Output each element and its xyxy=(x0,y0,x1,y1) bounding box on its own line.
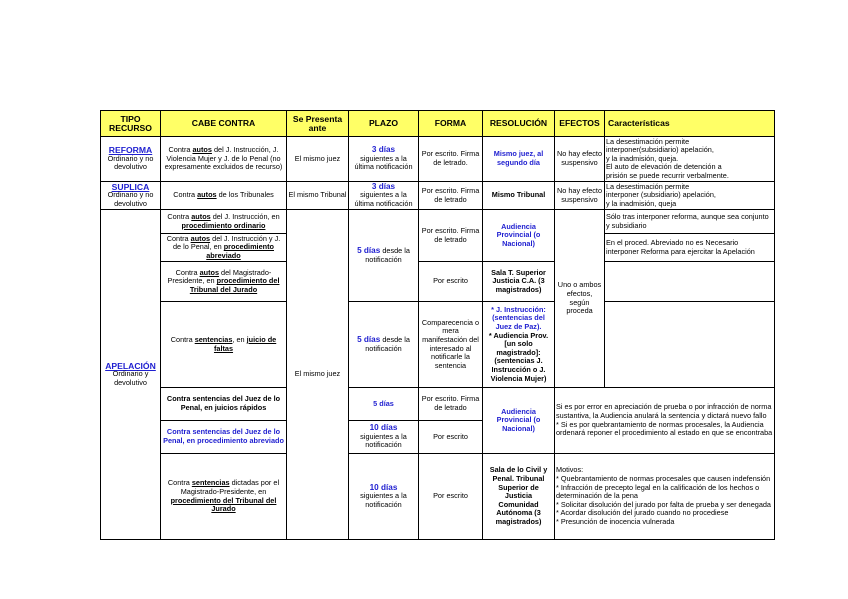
header-caracteristicas: Características xyxy=(605,111,775,137)
apelacion-carac-b: En el proced. Abreviado no es Necesario interponer Reforma para ejercitar la Apelación xyxy=(605,234,775,262)
suplica-carac-2: y la inadmisión, queja xyxy=(606,198,677,208)
suplica-cabe-pre: Contra xyxy=(173,190,198,200)
apelacion-carac-7-4: * Acordar disolución del jurado cuando no procediese xyxy=(556,508,729,518)
apelacion-forma-6: Por escrito xyxy=(419,421,483,454)
apelacion-carac-7-5: * Presunción de inocencia vulnerada xyxy=(556,516,675,526)
apelacion-c7-u2: procedimiento del Tribunal del Jurado xyxy=(170,495,277,514)
suplica-name: SUPLICA xyxy=(111,181,150,192)
apelacion-forma-c: Por escrito xyxy=(419,262,483,302)
apelacion-c7-pre: Contra xyxy=(167,478,192,488)
apelacion-c1-u2: procedimiento ordinario xyxy=(181,220,266,230)
apelacion-resolucion-7: Sala de lo Civil y Penal. Tribunal Superior de Justicia Comunidad Autónoma (3 magistrados) xyxy=(483,454,555,540)
recursos-table xyxy=(100,110,775,540)
reforma-cabe-u: autos xyxy=(192,145,212,155)
reforma-plazo xyxy=(349,137,419,182)
reforma-forma: Por escrito. Firma de letrado. xyxy=(419,137,483,182)
reforma-type: Ordinario y no devolutivo xyxy=(107,153,154,172)
reforma-presenta: El mismo juez xyxy=(287,137,349,182)
suplica-efectos: No hay efecto suspensivo xyxy=(555,182,605,210)
apelacion-cabe-2 xyxy=(161,234,287,262)
apelacion-resolucion-4 xyxy=(483,302,555,388)
reforma-carac-2: y la inadmisión, queja. xyxy=(606,153,679,163)
apelacion-forma-a: Por escrito. Firma de letrado xyxy=(419,210,483,262)
apelacion-c2-pre: Contra xyxy=(166,233,191,243)
apelacion-c3-u: autos xyxy=(199,267,220,277)
header-tipo: TIPO RECURSO xyxy=(101,111,161,137)
reforma-caracteristicas xyxy=(605,137,775,182)
reforma-carac-4: prisión se puede recurrir verbalmente. xyxy=(606,170,729,180)
apelacion-c2-mid: del J. Instrucción y J. de lo Penal, en xyxy=(173,233,281,252)
apelacion-name: APELACIÓN xyxy=(105,360,156,371)
suplica-carac-0: La desestimación permite xyxy=(606,181,690,191)
table-row-suplica xyxy=(101,182,775,210)
apelacion-carac-c xyxy=(605,262,775,302)
apelacion-c1-pre: Contra xyxy=(167,211,192,221)
apelacion-c1-u: autos xyxy=(191,211,211,221)
reforma-cabe-pre: Contra xyxy=(168,145,193,155)
apelacion-res-4b: * Audiencia Prov. [un solo magistrado]: (sentencias J. Instrucción o J. Violencia Mujer) xyxy=(488,330,549,383)
suplica-presenta: El mismo Tribunal xyxy=(287,182,349,210)
header-efectos: EFECTOS xyxy=(555,111,605,137)
reforma-resolucion: Mismo juez, al segundo día xyxy=(483,137,555,182)
apelacion-c7-u: sentencias xyxy=(191,478,230,488)
apelacion-plazo-6-days: 10 días xyxy=(369,423,398,433)
reforma-carac-1: interponer(subsidiario) apelación, xyxy=(606,145,714,155)
suplica-plazo-days: 3 días xyxy=(371,181,396,191)
apelacion-carac-5 xyxy=(555,388,775,454)
apelacion-carac-5-1: * Si es por quebrantamiento de normas procesales, la Audiencia ordenará reponer el procedimiento al estado en que se encontraba xyxy=(556,419,773,438)
reforma-cabe xyxy=(161,137,287,182)
suplica-caracteristicas xyxy=(605,182,775,210)
apelacion-c4-u2: juicio de faltas xyxy=(213,334,277,353)
apelacion-c4-u: sentencias xyxy=(194,334,233,344)
apelacion-plazo-7-days: 10 días xyxy=(369,482,398,492)
apelacion-c2-u: autos xyxy=(190,233,211,243)
reforma-plazo-days: 3 días xyxy=(371,145,396,155)
apelacion-carac-7-2: * Infracción de precepto legal en la calificación de los hechos o determinación de la pena xyxy=(556,482,760,501)
apelacion-forma-4: Comparecencia o mera manifestación del interesado al notificarle la sentencia xyxy=(419,302,483,388)
apelacion-c3-u2: procedimiento del Tribunal del Jurado xyxy=(189,276,280,294)
reforma-cabe-post: del J. Instrucción, J. Violencia Mujer y J. de lo Penal (no expresamente excluidos de recurso) xyxy=(164,145,283,172)
suplica-type: Ordinario y no devolutivo xyxy=(107,190,154,208)
apelacion-resolucion-c: Sala T. Superior Justicia C.A. (3 magistrados) xyxy=(483,262,555,302)
table-row-apelacion-3 xyxy=(101,262,775,302)
table-row-apelacion-4 xyxy=(101,302,775,388)
apelacion-plazo-a-rest: desde la notificación xyxy=(365,245,410,264)
apelacion-cabe-3 xyxy=(161,262,287,302)
apelacion-c3-mid: del Magistrado-Presidente, en xyxy=(167,267,272,286)
suplica-cabe xyxy=(161,182,287,210)
table-row-apelacion-5 xyxy=(101,388,775,421)
header-row xyxy=(101,111,775,137)
apelacion-carac-a: Sólo tras interponer reforma, aunque sea conjunto y subsidiario xyxy=(605,210,775,234)
suplica-plazo-rest: siguientes a la última notificación xyxy=(354,190,413,208)
apelacion-forma-7: Por escrito xyxy=(419,454,483,540)
apelacion-cabe-6: Contra sentencias del Juez de lo Penal, en procedimiento abreviado xyxy=(161,421,287,454)
apelacion-c4-pre: Contra xyxy=(170,334,195,344)
reforma-tipo xyxy=(101,137,161,182)
apelacion-carac-5-0: Si es por error en apreciación de prueba o por infracción de norma sustantiva, la Audiencia anulará la sentencia y dictará nuevo fallo xyxy=(556,402,772,420)
apelacion-carac-7-3: * Solicitar disolución del jurado por falta de prueba y ser denegada xyxy=(556,499,771,509)
apelacion-plazo-4-days: 5 días xyxy=(357,334,381,344)
apelacion-carac-7 xyxy=(555,454,775,540)
table-row-apelacion-1 xyxy=(101,210,775,234)
apelacion-plazo-7 xyxy=(349,454,419,540)
apelacion-resolucion-5: Audiencia Provincial (o Nacional) xyxy=(483,388,555,454)
apelacion-c7-mid: dictadas por el Magistrado-Presidente, en xyxy=(180,478,280,496)
suplica-tipo xyxy=(101,182,161,210)
header-resolucion: RESOLUCIÓN xyxy=(483,111,555,137)
apelacion-plazo-4 xyxy=(349,302,419,388)
apelacion-plazo-7-rest: siguientes a la notificación xyxy=(360,491,407,509)
apelacion-presenta: El mismo juez xyxy=(287,210,349,540)
apelacion-plazo-a-days: 5 días xyxy=(357,245,381,255)
table-row-reforma xyxy=(101,137,775,182)
apelacion-efectos: Uno o ambos efectos, según proceda xyxy=(555,210,605,388)
apelacion-carac-7-0: Motivos: xyxy=(556,465,584,475)
apelacion-c1-mid: del J. Instrucción, en xyxy=(210,211,280,221)
apelacion-plazo-5: 5 días xyxy=(349,388,419,421)
reforma-name: REFORMA xyxy=(108,145,153,156)
header-plazo: PLAZO xyxy=(349,111,419,137)
suplica-cabe-u: autos xyxy=(197,190,217,200)
apelacion-c2-u2: procedimiento abreviado xyxy=(206,242,274,260)
apelacion-res-4a: * J. Instrucción: (sentencias del Juez de Paz). xyxy=(491,304,546,332)
apelacion-forma-5: Por escrito. Firma de letrado xyxy=(419,388,483,421)
apelacion-resolucion-a: Audiencia Provincial (o Nacional) xyxy=(483,210,555,262)
apelacion-plazo-6 xyxy=(349,421,419,454)
header-cabe: CABE CONTRA xyxy=(161,111,287,137)
suplica-carac-1: interponer (subsidiario) apelación, xyxy=(606,190,716,200)
reforma-carac-0: La desestimación permite xyxy=(606,136,690,146)
table-row-apelacion-7 xyxy=(101,454,775,540)
apelacion-cabe-5: Contra sentencias del Juez de lo Penal, en juicios rápidos xyxy=(161,388,287,421)
apelacion-type: Ordinario y devolutivo xyxy=(112,369,149,387)
reforma-efectos: No hay efecto suspensivo xyxy=(555,137,605,182)
reforma-plazo-rest: siguientes a la última notificación xyxy=(354,153,413,172)
suplica-cabe-post: de los Tribunales xyxy=(216,190,274,200)
suplica-resolucion: Mismo Tribunal xyxy=(483,182,555,210)
apelacion-cabe-7 xyxy=(161,454,287,540)
suplica-forma: Por escrito. Firma de letrado xyxy=(419,182,483,210)
apelacion-cabe-4 xyxy=(161,302,287,388)
apelacion-c4-mid: , en xyxy=(232,334,247,344)
apelacion-plazo-a xyxy=(349,210,419,302)
suplica-plazo xyxy=(349,182,419,210)
apelacion-plazo-6-rest: siguientes a la notificación xyxy=(360,431,407,450)
apelacion-carac-4 xyxy=(605,302,775,388)
apelacion-c3-pre: Contra xyxy=(175,267,200,277)
header-presenta: Se Presenta ante xyxy=(287,111,349,137)
header-forma: FORMA xyxy=(419,111,483,137)
apelacion-tipo xyxy=(101,210,161,540)
apelacion-cabe-1 xyxy=(161,210,287,234)
apelacion-carac-7-1: * Quebrantamiento de normas procesales que causen indefensión xyxy=(556,474,771,484)
reforma-carac-3: El auto de elevación de detención a xyxy=(606,162,722,172)
apelacion-plazo-4-rest: desde la notificación xyxy=(365,334,410,353)
